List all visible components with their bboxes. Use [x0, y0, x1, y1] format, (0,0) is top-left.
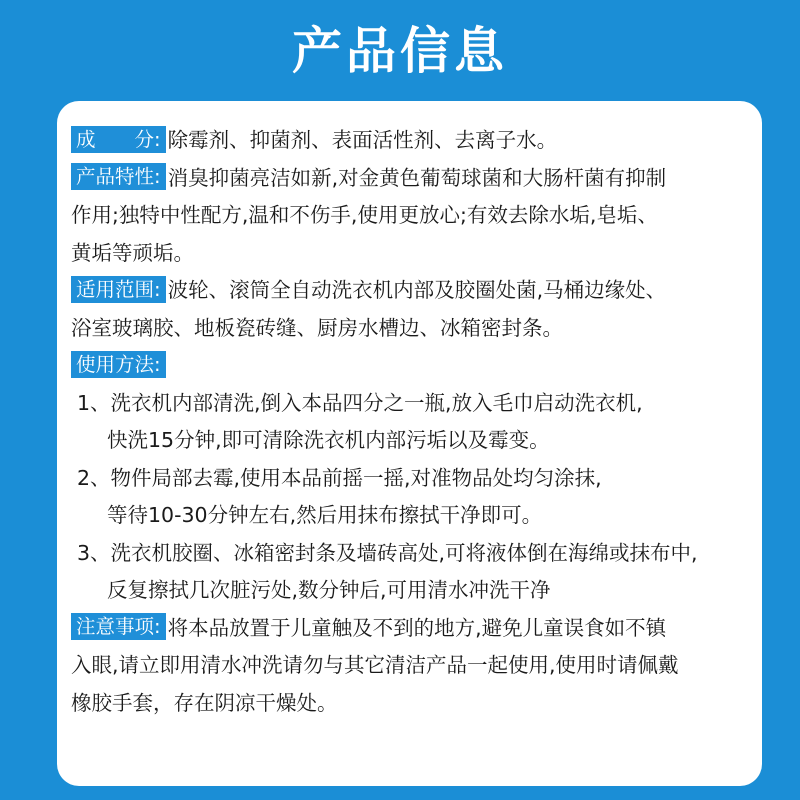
usage-label: 使用方法: [71, 351, 166, 378]
notes-text: 将本品放置于儿童触及不到的地方,避免儿童误食如不镇 [167, 615, 667, 640]
scope-text: 波轮、滚筒全自动洗衣机内部及胶圈处菌,马桶边缘处、 [167, 278, 667, 302]
ingredients-line [71, 122, 751, 160]
features-text-line: 作用;独特中性配方,温和不伤手,使用更放心;有效去除水垢,皂垢、 [71, 203, 658, 227]
features-text-line: 黄垢等顽垢。 [71, 240, 194, 265]
usage-step-3-continued: 反复擦拭几次脏污处,数分钟后,可用清水冲洗干净 [107, 578, 551, 602]
page-title: 产品信息 [292, 22, 508, 80]
usage-line [71, 347, 751, 385]
usage-step-3: 3、洗衣机胶圈、冰箱密封条及墙砖高处,可将液体倒在海绵或抹布中, [77, 540, 698, 565]
notes-text-line: 橡胶手套，存在阴凉干燥处。 [71, 690, 338, 715]
ingredients-text: 除霉剂、抑菌剂、表面活性剂、去离子水。 [167, 128, 558, 152]
product-info-card [57, 101, 762, 786]
scope-label: 适用范围: [71, 276, 166, 303]
features-text: 消臭抑菌亮洁如新,对金黄色葡萄球菌和大肠杆菌有抑制 [167, 165, 667, 190]
usage-step-1: 1、洗衣机内部清洗,倒入本品四分之一瓶,放入毛巾启动洗衣机, [77, 390, 643, 415]
usage-step-1-continued: 快洗15分钟,即可清除洗衣机内部污垢以及霉变。 [107, 428, 550, 452]
scope-line [71, 272, 751, 310]
notes-label: 注意事项: [71, 613, 166, 640]
usage-step-2: 2、物件局部去霉,使用本品前摇一摇,对准物品处均匀涂抹, [77, 465, 602, 490]
usage-step-2-continued: 等待10-30分钟左右,然后用抹布擦拭干净即可。 [107, 503, 543, 527]
scope-text-line: 浴室玻璃胶、地板瓷砖缝、厨房水槽边、冰箱密封条。 [71, 315, 563, 340]
notes-line [71, 610, 751, 648]
features-line [71, 160, 751, 198]
ingredients-label: 成 分: [71, 126, 166, 153]
product-info-content [71, 122, 751, 722]
notes-text-line: 入眼,请立即用清水冲洗请勿与其它清洁产品一起使用,使用时请佩戴 [71, 653, 679, 677]
features-label: 产品特性: [71, 163, 166, 190]
